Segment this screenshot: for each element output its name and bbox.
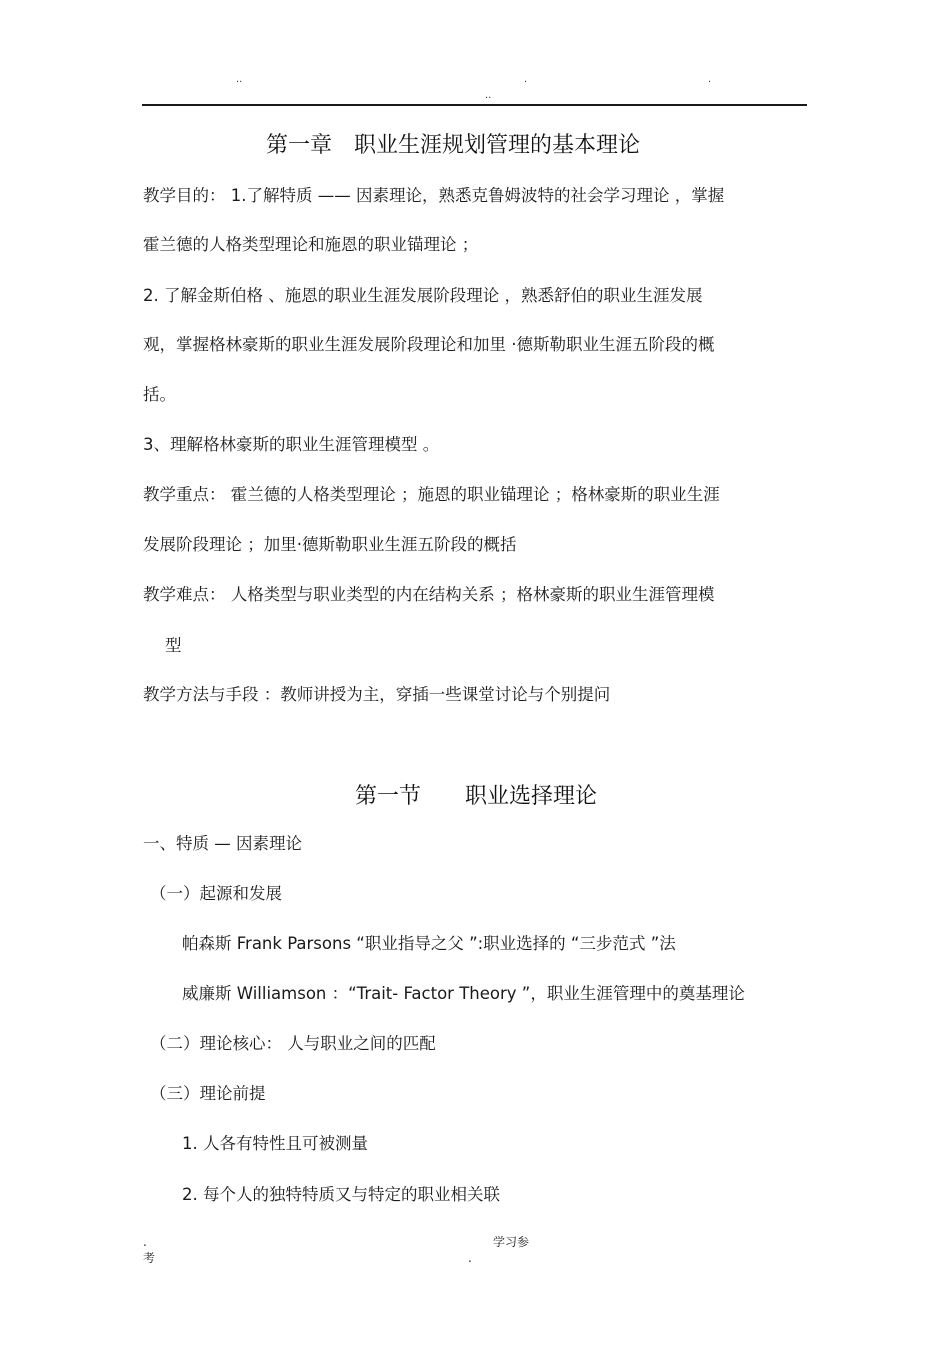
key-points-line-1: 教学重点： 霍兰德的人格类型理论 ；施恩的职业锚理论 ；格林豪斯的职业生涯 <box>143 485 720 504</box>
header-rule <box>142 104 807 106</box>
footer-dot-right: . <box>468 1251 472 1265</box>
section-heading-trait-factor: 一、特质 — 因素理论 <box>143 834 302 853</box>
header-dots-left: .. <box>236 74 243 85</box>
objectives-line-4: 观，掌握格林豪斯的职业生涯发展阶段理论和加里 ·德斯勒职业生涯五阶段的概 <box>143 335 715 354</box>
difficulties-line-1: 教学难点： 人格类型与职业类型的内在结构关系 ；格林豪斯的职业生涯管理模 <box>143 585 715 604</box>
footer-left-text: 考 <box>143 1251 156 1265</box>
parsons-line: 帕森斯 Frank Parsons “职业指导之父 ”:职业选择的 “三步范式 ”法 <box>182 934 676 953</box>
premise-item-1: 1. 人各有特性且可被测量 <box>182 1134 368 1153</box>
objectives-line-6: 3、理解格林豪斯的职业生涯管理模型 。 <box>143 435 440 454</box>
methods-line: 教学方法与手段 ：教师讲授为主，穿插一些课堂讨论与个别提问 <box>143 685 611 704</box>
footer-center-text: 学习参 <box>493 1235 530 1249</box>
header-dot-mid: . <box>524 74 528 85</box>
chapter-title: 第一章 职业生涯规划管理的基本理论 <box>266 133 641 158</box>
subheading-origin: （一）起源和发展 <box>150 884 282 903</box>
footer-dot-left: . <box>143 1235 147 1249</box>
objectives-line-3: 2. 了解金斯伯格 、施恩的职业生涯发展阶段理论 ，熟悉舒伯的职业生涯发展 <box>143 286 703 305</box>
section-title: 第一节 职业选择理论 <box>355 784 598 809</box>
header-dot-right: . <box>708 74 712 85</box>
objectives-line-2: 霍兰德的人格类型理论和施恩的职业锚理论 ； <box>143 235 479 254</box>
objectives-line-1: 教学目的： 1.了解特质 —— 因素理论，熟悉克鲁姆波特的社会学习理论 ，掌握 <box>143 186 725 205</box>
subheading-core: （二）理论核心： 人与职业之间的匹配 <box>150 1034 436 1053</box>
header-dots-center: .. <box>485 90 492 101</box>
difficulties-line-2: 型 <box>165 636 182 655</box>
williamson-line: 威廉斯 Williamson ：“Trait- Factor Theory ”，职业生涯管理中的奠基理论 <box>182 984 745 1003</box>
key-points-line-2: 发展阶段理论 ；加里·德斯勒职业生涯五阶段的概括 <box>143 535 517 554</box>
objectives-line-5: 括。 <box>143 385 176 404</box>
premise-item-2: 2. 每个人的独特特质又与特定的职业相关联 <box>182 1185 500 1204</box>
subheading-premise: （三）理论前提 <box>150 1084 266 1103</box>
